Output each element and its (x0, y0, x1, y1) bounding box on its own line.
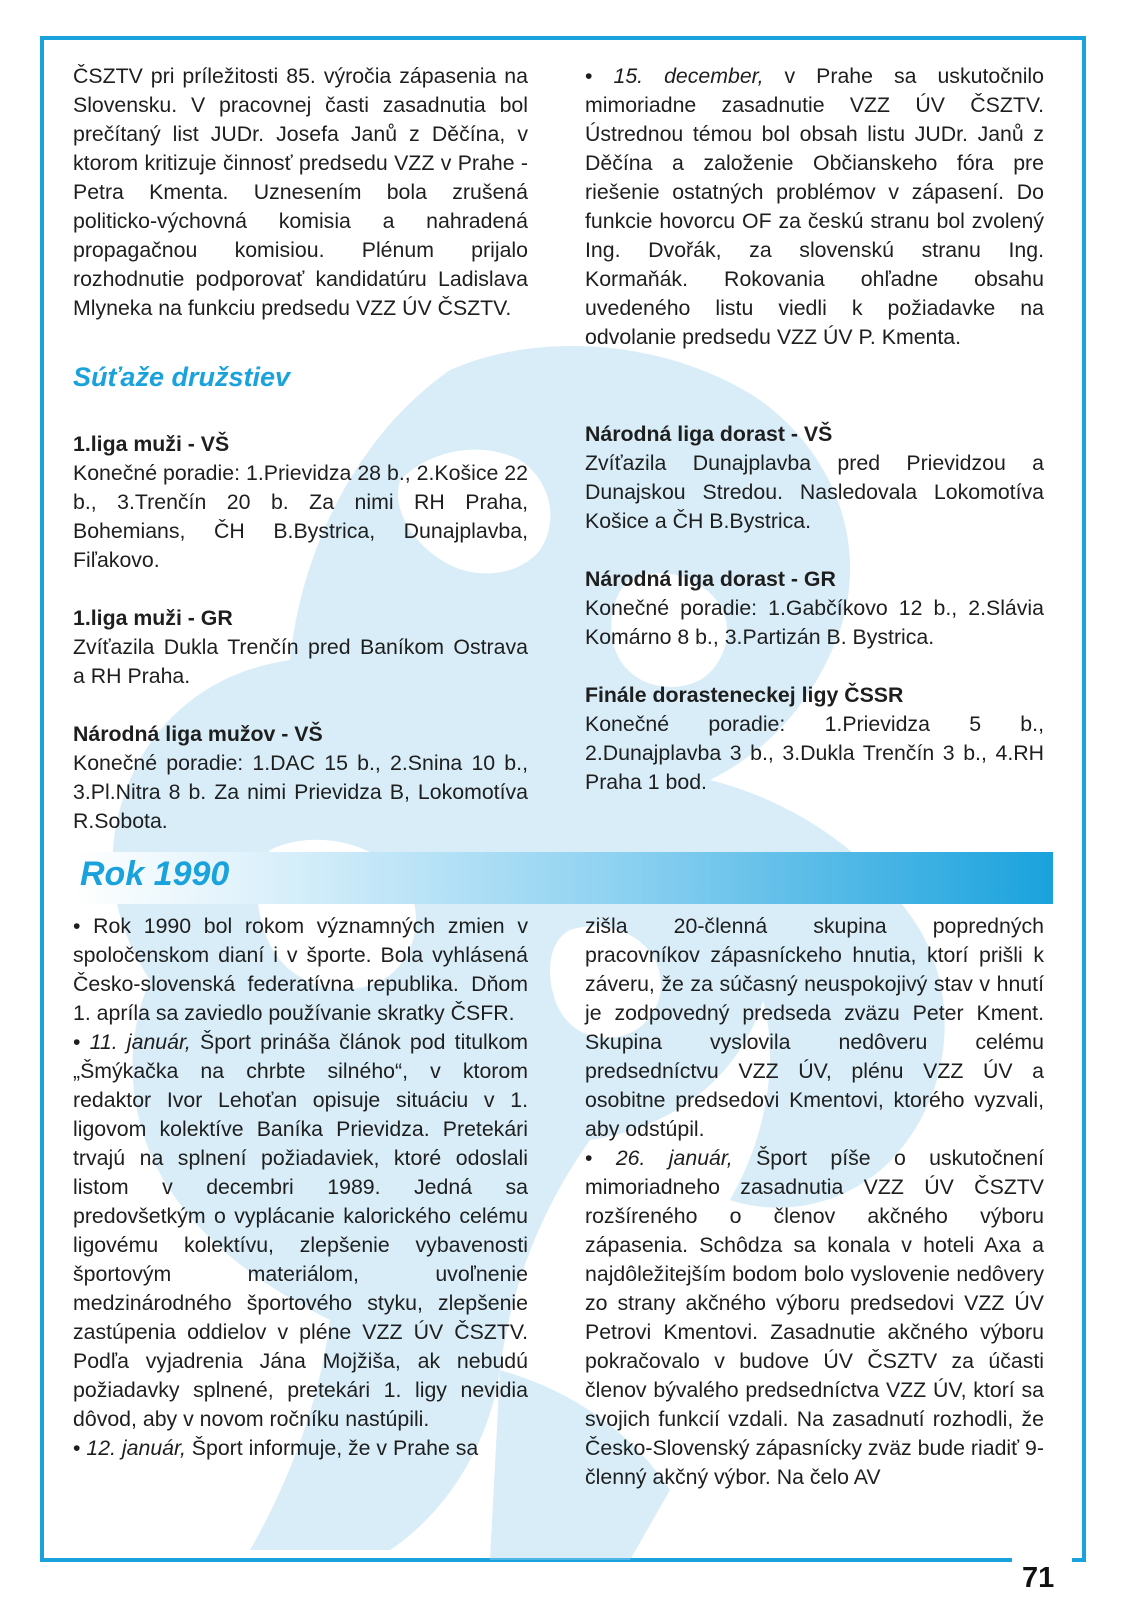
page-number: 71 (1022, 1562, 1055, 1594)
date: 26. január, (615, 1146, 733, 1170)
december-15-paragraph (585, 62, 1044, 352)
date: 15. december, (613, 64, 764, 88)
bullet: • (73, 1030, 81, 1054)
result-block (585, 681, 1044, 797)
paragraph-text: Šport informuje, že v Prahe sa (191, 1436, 479, 1460)
results-right-column (585, 420, 1044, 797)
paragraph-text: Šport prináša článok pod titulkom „Šmýkačka na chrbte silného“, v ktorom redaktor Ivor Lehoťan opisuje situáciu v 1. ligovom kolektíve Baníka Prievidza. Pretekári trvajú na splnení požiadaviek, ktoré odoslali listom v decembri 1989. Jedná sa predovšetkým o vyplácanie kalorického celému ligovému kolektívu, zlepšenie vybavenosti športovým materiálom, uvoľnenie medzinárodného športového styku, zlepšenie zastúpenia oddielov v pléne VZZ ÚV ČSZTV. Podľa vyjadrenia Jána Mojžiša, ak nebudú požiadavky splnené, pretekári 1. ligy nevidia dôvod, aby v novom ročníku nastúpili. (73, 1030, 529, 1431)
event-paragraph (585, 912, 1044, 1144)
year-banner-title: Rok 1990 (80, 855, 230, 893)
result-heading: Finále dorasteneckej ligy ČSSR (585, 683, 904, 707)
bullet: • (585, 1146, 593, 1170)
result-heading: Národná liga dorast - VŠ (585, 422, 833, 446)
bullet: • (585, 64, 593, 88)
results-left-column (73, 430, 528, 836)
bullet: • (73, 1436, 81, 1460)
result-text: Zvíťazila Dukla Trenčín pred Baníkom Ostrava a RH Praha. (73, 635, 528, 688)
event-paragraph (73, 1028, 528, 1434)
result-heading: Národná liga dorast - GR (585, 567, 836, 591)
result-block (73, 720, 528, 836)
year-right-column (585, 912, 1044, 1492)
date: 11. január, (89, 1030, 191, 1054)
result-text: Konečné poradie: 1.Gabčíkovo 12 b., 2.Slávia Komárno 8 b., 3.Partizán B. Bystrica. (585, 596, 1044, 649)
paragraph-text: zišla 20-členná skupina popredných pracovníkov zápasníckeho hnutia, ktorí prišli k záveru, že za súčasný neuspokojivý stav v hnutí je zodpovedný predseda zväzu Peter Kment. Skupina vyslovila nedôveru celému predsedníctvu VZZ ÚV, plénu VZZ ÚV a osobitne predsedovi Kmentovi, ktorého vyzvali, aby odstúpil. (585, 914, 1044, 1141)
result-text: Konečné poradie: 1.Prievidza 5 b., 2.Dunajplavba 3 b., 3.Dukla Trenčín 3 b., 4.RH Praha 1 bod. (585, 712, 1044, 794)
result-text: Konečné poradie: 1.Prievidza 28 b., 2.Košice 22 b., 3.Trenčín 20 b. Za nimi RH Praha, Bohemians, ČH B.Bystrica, Dunajplavba, Fiľakovo. (73, 461, 528, 572)
result-block (73, 604, 528, 691)
paragraph-text: Rok 1990 bol rokom významných zmien v spoločenskom dianí i v športe. Bola vyhlásená Česko-slovenská federatívna republika. Dňom 1. apríla sa zaviedlo používanie skratky ČSFR. (73, 914, 528, 1025)
intro-right-column (585, 62, 1044, 352)
result-block (585, 420, 1044, 536)
result-heading: Národná liga mužov - VŠ (73, 722, 323, 746)
result-block (585, 565, 1044, 652)
paragraph-text: Šport píše o uskutočnení mimoriadneho zasadnutia VZZ ÚV ČSZTV rozšíreného o členov akčného výboru zápasenia. Schôdza sa konala v hoteli Axa a najdôležitejším bodom bolo vyslovenie nedôvery zo strany akčného výboru predsedovi VZZ ÚV Petrovi Kmentovi. Zasadnutie akčného výboru pokračovalo v budove ÚV ČSZTV za účasti členov bývalého predsedníctva VZZ ÚV, ktorí sa svojich funkcií vzdali. Na zasadnutí rozhodli, že Česko-Slovenský zápasnícky zväz bude riadiť 9-členný akčný výbor. Na čelo AV (585, 1146, 1044, 1489)
event-paragraph (585, 1144, 1044, 1492)
result-heading: 1.liga muži - VŠ (73, 432, 230, 456)
event-paragraph (73, 912, 528, 1028)
result-block (73, 430, 528, 575)
result-text: Konečné poradie: 1.DAC 15 b., 2.Snina 10 b., 3.Pl.Nitra 8 b. Za nimi Prievidza B, Lokomotíva R.Sobota. (73, 751, 528, 833)
date: 12. január, (86, 1436, 186, 1460)
paragraph-text: v Prahe sa uskutočnilo mimoriadne zasadnutie VZZ ÚV ČSZTV. Ústrednou témou bol obsah listu JUDr. Janů z Děčína a založenie Občianskeho fóra pre riešenie ostatných problémov v zápasení. Do funkcie hovorcu OF za českú stranu bol zvolený Ing. Dvořák, za slovenskú stranu Ing. Kormaňák. Rokovania ohľadne obsahu uvedeného listu viedli k požiadavke na odvolanie predsedu VZZ ÚV P. Kmenta. (585, 64, 1045, 349)
result-heading: 1.liga muži - GR (73, 606, 233, 630)
result-text: Zvíťazila Dunajplavba pred Prievidzou a Dunajskou Stredou. Nasledovala Lokomotíva Košice a ČH B.Bystrica. (585, 451, 1044, 533)
intro-left-paragraph: ČSZTV pri príležitosti 85. výročia zápasenia na Slovensku. V pracovnej časti zasadnutia bol prečítaný list JUDr. Josefa Janů z Děčína, v ktorom kritizuje činnosť predsedu VZZ v Prahe - Petra Kmenta. Uznesením bola zrušená politicko-výchovná komisia a nahradená propagačnou komisiou. Plénum prijalo rozhodnutie podporovať kandidatúru Ladislava Mlyneka na funkciu predsedu VZZ ÚV ČSZTV. (73, 64, 528, 320)
year-left-column (73, 912, 528, 1463)
bullet: • (73, 914, 81, 938)
intro-left-column (73, 62, 528, 323)
section-title: Súťaže družstiev (73, 362, 291, 392)
event-paragraph (73, 1434, 528, 1463)
